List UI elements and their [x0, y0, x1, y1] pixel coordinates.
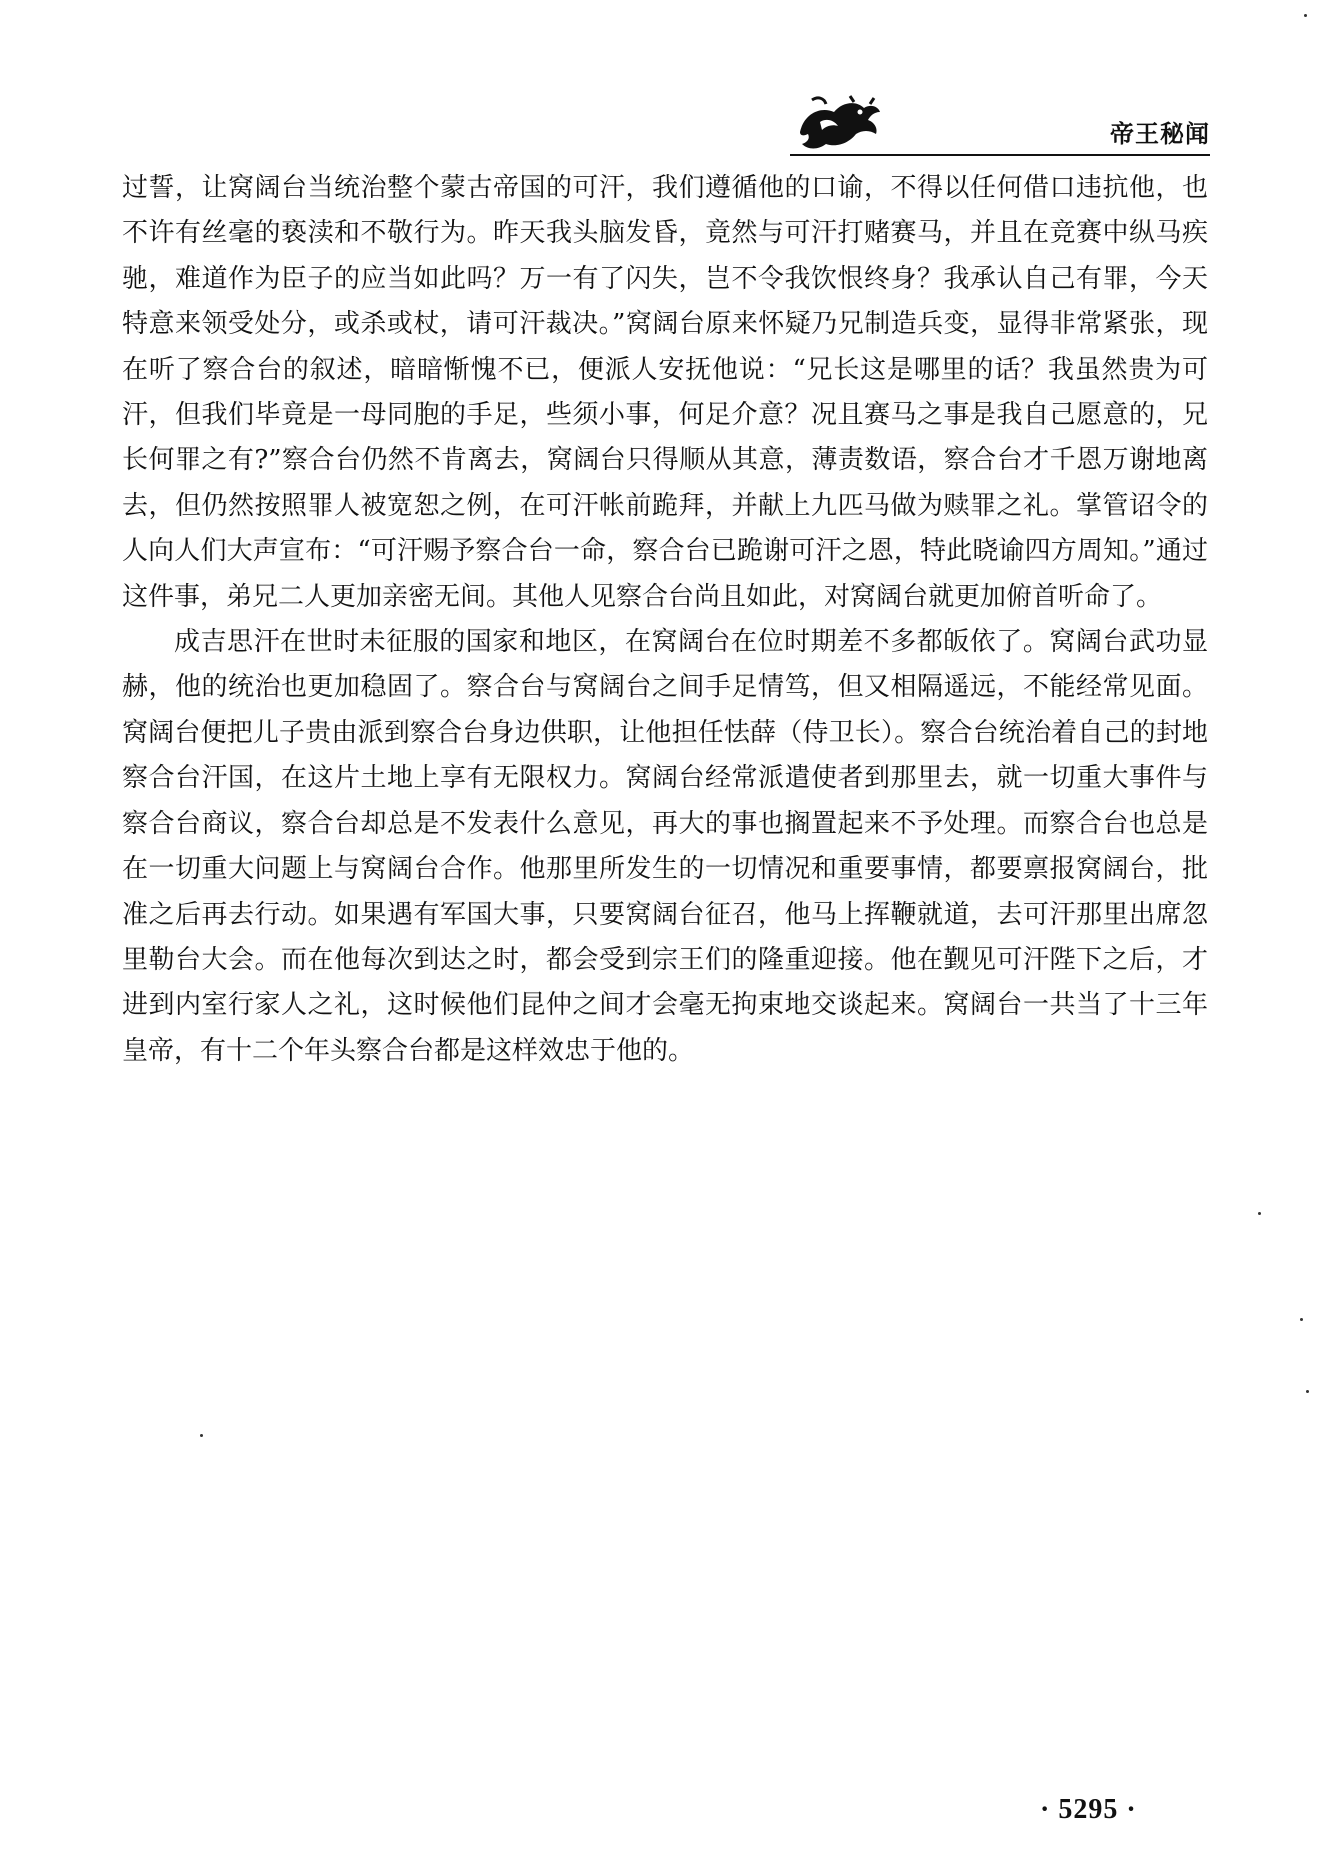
scan-speck — [1300, 1318, 1303, 1321]
scan-speck — [1304, 14, 1307, 17]
scan-speck — [1306, 1390, 1309, 1393]
running-header-title: 帝王秘闻 — [1110, 120, 1210, 148]
scan-speck — [200, 1434, 203, 1437]
header-rule — [790, 154, 1210, 156]
page-number: · 5295 · — [1040, 1794, 1137, 1825]
paragraph: 成吉思汗在世时未征服的国家和地区，在窝阔台在位时期差不多都皈依了。窝阔台武功显赫，他的统治也更加稳固了。察合台与窝阔台之间手足情笃，但又相隔遥远，不能经常见面。窝阔台便把儿子贵由派到察合台身边供职，让他担任怯薛（侍卫长）。察合台统治着自己的封地察合台汗国，在这片土地上享有无限权力。窝阔台经常派遣使者到那里去，就一切重大事件与察合台商议，察合台却总是不发表什么意见，再大的事也搁置起来不予处理。而察合台也总是在一切重大问题上与窝阔台合作。他那里所发生的一切情况和重要事情，都要禀报窝阔台，批准之后再去行动。如果遇有军国大事，只要窝阔台征召，他马上挥鞭就道，去可汗那里出席忽里勒台大会。而在他每次到达之时，都会受到宗王们的隆重迎接。他在觐见可汗陛下之后，才进到内室行家人之礼，这时候他们昆仲之间才会毫无拘束地交谈起来。窝阔台一共当了十三年皇帝，有十二个年头察合台都是这样效忠于他的。 — [122, 627, 1208, 1066]
paragraph: 过誓，让窝阔台当统治整个蒙古帝国的可汗，我们遵循他的口谕，不得以任何借口违抗他，也不许有丝毫的亵渎和不敬行为。昨天我头脑发昏，竟然与可汗打赌赛马，并且在竞赛中纵马疾驰，难道作为臣子的应当如此吗？万一有了闪失，岂不令我饮恨终身？我承认自己有罪，今天特意来领受处分，或杀或杖，请可汗裁决。”窝阔台原来怀疑乃兄制造兵变，显得非常紧张，现在听了察合台的叙述，暗暗惭愧不已，便派人安抚他说：“兄长这是哪里的话？我虽然贵为可汗，但我们毕竟是一母同胞的手足，些须小事，何足介意？况且赛马之事是我自己愿意的，兄长何罪之有?”察合台仍然不肯离去，窝阔台只得顺从其意，薄责数语，察合台才千恩万谢地离去，但仍然按照罪人被宽恕之例，在可汗帐前跪拜，并献上九匹马做为赎罪之礼。掌管诏令的人向人们大声宣布：“可汗赐予察合台一命，察合台已跪谢可汗之恩，特此晓谕四方周知。”通过这件事，弟兄二人更加亲密无间。其他人见察合台尚且如此，对窝阔台就更加俯首听命了。 — [122, 173, 1208, 612]
dragon-icon — [790, 92, 886, 154]
body-text — [122, 166, 1208, 1074]
running-header — [790, 92, 1210, 156]
scan-speck — [1258, 1212, 1261, 1215]
